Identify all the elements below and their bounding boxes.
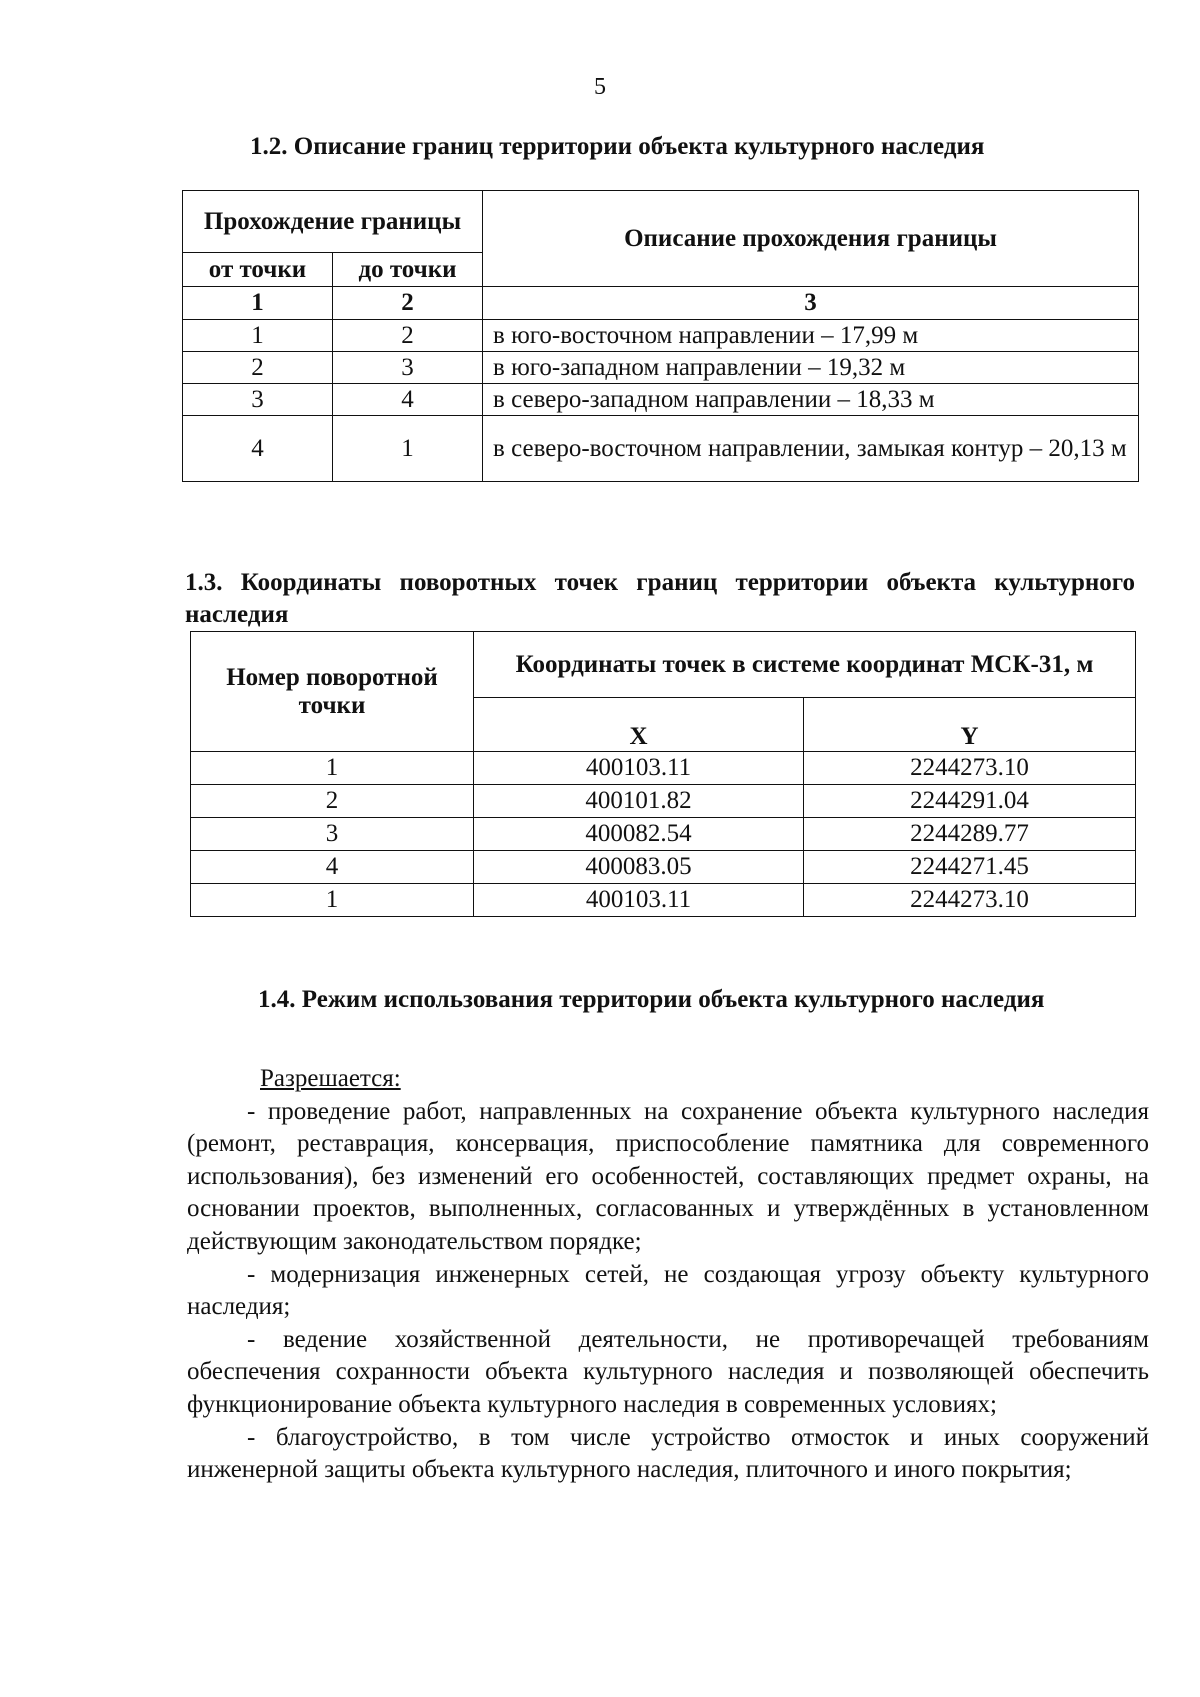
from-point-cell: 3 bbox=[183, 384, 333, 416]
y-cell: 2244271.45 bbox=[804, 851, 1136, 884]
header-coordinates: Координаты точек в системе координат МСК-31, м bbox=[474, 632, 1136, 698]
header-from-point: от точки bbox=[183, 253, 333, 287]
to-point-cell: 4 bbox=[333, 384, 483, 416]
table-row bbox=[191, 818, 1136, 851]
to-point-cell: 1 bbox=[333, 416, 483, 482]
coordinates-table bbox=[190, 631, 1136, 917]
point-number-cell: 3 bbox=[191, 818, 474, 851]
section-1-2-title: 1.2. Описание границ территории объекта культурного наследия bbox=[250, 133, 985, 160]
section-1-3-title: 1.3. Координаты поворотных точек границ территории объекта культурного наследия bbox=[185, 569, 1135, 628]
x-cell: 400083.05 bbox=[474, 851, 804, 884]
allowed-label: Разрешается: bbox=[260, 1065, 401, 1092]
usage-regime-text bbox=[187, 1063, 1149, 1487]
x-cell: 400103.11 bbox=[474, 884, 804, 917]
x-cell: 400101.82 bbox=[474, 785, 804, 818]
header-point-number: Номер поворотной точки bbox=[191, 632, 474, 752]
header-to-point: до точки bbox=[333, 253, 483, 287]
list-item: - ведение хозяйственной деятельности, не противоречащей требованиям обеспечения сохранности объекта культурного наследия и позволяющей обеспечить функционирование объекта культурного наследия в современных условиях; bbox=[187, 1325, 1149, 1418]
point-number-cell: 1 bbox=[191, 884, 474, 917]
x-cell: 400082.54 bbox=[474, 818, 804, 851]
table-row bbox=[191, 785, 1136, 818]
header-passage: Прохождение границы bbox=[183, 191, 483, 253]
boundary-description-table bbox=[182, 190, 1139, 482]
to-point-cell: 2 bbox=[333, 320, 483, 352]
section-1-4-title: 1.4. Режим использования территории объекта культурного наследия bbox=[258, 986, 1045, 1013]
from-point-cell: 4 bbox=[183, 416, 333, 482]
column-number-1: 1 bbox=[183, 287, 333, 320]
table-row bbox=[183, 384, 1139, 416]
list-item: - модернизация инженерных сетей, не создающая угрозу объекту культурного наследия; bbox=[187, 1260, 1149, 1321]
point-number-cell: 2 bbox=[191, 785, 474, 818]
from-point-cell: 2 bbox=[183, 352, 333, 384]
description-cell: в северо-западном направлении – 18,33 м bbox=[483, 384, 1139, 416]
description-cell: в северо-восточном направлении, замыкая контур – 20,13 м bbox=[483, 416, 1139, 482]
description-cell: в юго-западном направлении – 19,32 м bbox=[483, 352, 1139, 384]
table-row bbox=[191, 851, 1136, 884]
y-cell: 2244273.10 bbox=[804, 752, 1136, 785]
list-item: - благоустройство, в том числе устройство отмосток и иных сооружений инженерной защиты объекта культурного наследия, плиточного и иного покрытия; bbox=[187, 1423, 1149, 1484]
header-description: Описание прохождения границы bbox=[483, 191, 1139, 287]
y-cell: 2244273.10 bbox=[804, 884, 1136, 917]
description-cell: в юго-восточном направлении – 17,99 м bbox=[483, 320, 1139, 352]
table-row bbox=[183, 416, 1139, 482]
point-number-cell: 1 bbox=[191, 752, 474, 785]
table-row bbox=[191, 884, 1136, 917]
to-point-cell: 3 bbox=[333, 352, 483, 384]
y-cell: 2244289.77 bbox=[804, 818, 1136, 851]
page-number: 5 bbox=[594, 74, 606, 100]
point-number-cell: 4 bbox=[191, 851, 474, 884]
table-row bbox=[191, 752, 1136, 785]
header-x: X bbox=[474, 698, 804, 752]
column-number-2: 2 bbox=[333, 287, 483, 320]
table-row bbox=[183, 352, 1139, 384]
header-y: Y bbox=[804, 698, 1136, 752]
y-cell: 2244291.04 bbox=[804, 785, 1136, 818]
x-cell: 400103.11 bbox=[474, 752, 804, 785]
table-row bbox=[183, 320, 1139, 352]
column-number-3: 3 bbox=[483, 287, 1139, 320]
list-item: - проведение работ, направленных на сохранение объекта культурного наследия (ремонт, реставрация, консервация, приспособление памятника для современного использования), без изменений его особенностей, составляющих предмет охраны, на основании проектов, выполненных, согласованных и утверждённых в установленном действующим законодательством порядке; bbox=[187, 1097, 1149, 1255]
from-point-cell: 1 bbox=[183, 320, 333, 352]
